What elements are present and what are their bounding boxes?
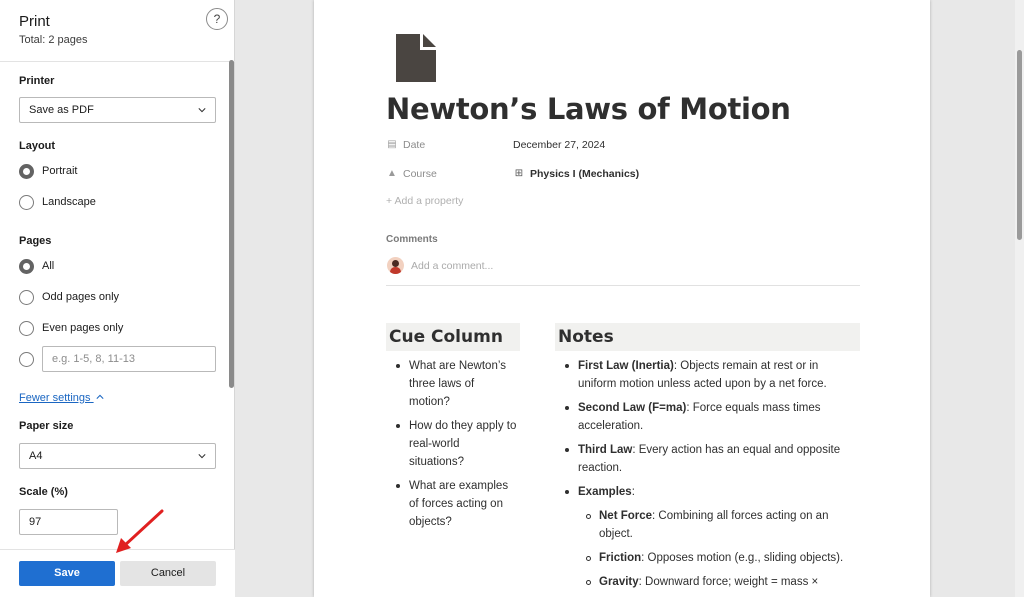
list-item: Third Law: Every action has an equal and opposite reaction. — [556, 441, 856, 477]
add-comment-placeholder: Add a comment... — [411, 260, 494, 272]
radio-landscape[interactable] — [19, 195, 34, 210]
radio-odd-pages[interactable] — [19, 290, 34, 305]
printer-select[interactable] — [19, 97, 216, 123]
radio-all-pages[interactable] — [19, 259, 34, 274]
comments-label: Comments — [386, 234, 438, 245]
sub-list-item: Gravity: Downward force; weight = mass × — [556, 573, 856, 591]
all-pages-label: All — [42, 260, 55, 272]
cue-column-heading: Cue Column — [386, 323, 520, 351]
layout-label: Layout — [19, 140, 56, 152]
sub-list-item: Net Force: Combining all forces acting on an object. — [556, 507, 856, 543]
graduation-cap-icon: ▲ — [387, 168, 397, 179]
date-property — [386, 137, 605, 153]
print-title: Print — [19, 13, 50, 30]
radio-portrait[interactable] — [19, 164, 34, 179]
add-property — [386, 195, 463, 207]
course-property-name: Course — [403, 168, 437, 180]
radio-even-pages[interactable] — [19, 321, 34, 336]
chevron-down-icon — [198, 452, 206, 460]
chevron-up-icon — [96, 393, 104, 401]
layout-landscape-option[interactable] — [19, 193, 96, 211]
list-item: First Law (Inertia): Objects remain at rest or in uniform motion unless acted upon by a net force. — [556, 357, 856, 393]
page-title: Newton’s Laws of Motion — [386, 92, 791, 126]
divider — [386, 285, 860, 286]
fewer-settings-link[interactable] — [19, 392, 104, 404]
paper-size-value: A4 — [29, 450, 43, 462]
pages-all-option[interactable] — [19, 257, 54, 275]
printer-select-value: Save as PDF — [29, 104, 94, 116]
course-property-value: Physics I (Mechanics) — [530, 168, 640, 180]
print-panel-footer — [0, 549, 235, 597]
layout-portrait-option[interactable] — [19, 162, 77, 180]
scale-label: Scale (%) — [19, 486, 68, 498]
custom-pages-input[interactable] — [42, 346, 216, 372]
settings-scroll-area — [0, 62, 235, 549]
calendar-icon: ▤ — [387, 139, 397, 150]
scale-input[interactable] — [19, 509, 118, 535]
chevron-down-icon — [198, 106, 206, 114]
list-item: Second Law (F=ma): Force equals mass times acceleration. — [556, 399, 856, 435]
landscape-label: Landscape — [42, 196, 96, 208]
even-pages-label: Even pages only — [42, 322, 124, 334]
help-button[interactable]: ? — [206, 8, 228, 30]
document-icon — [396, 34, 436, 82]
red-arrow-annotation — [110, 506, 170, 556]
printer-label: Printer — [19, 75, 55, 87]
paper-size-label: Paper size — [19, 420, 74, 432]
add-property-label: Add a property — [394, 195, 464, 207]
save-button[interactable]: Save — [19, 561, 115, 586]
relation-icon: ⊞ — [514, 168, 524, 179]
list-item: What are examples of forces acting on objects? — [387, 477, 517, 531]
notes-heading: Notes — [555, 323, 860, 351]
cancel-button[interactable]: Cancel — [120, 561, 216, 586]
print-panel-header — [0, 0, 235, 62]
pages-odd-option[interactable] — [19, 288, 119, 306]
avatar — [387, 257, 404, 274]
pages-custom-option[interactable] — [19, 350, 34, 368]
list-item: Examples: — [556, 483, 856, 501]
list-item: What are Newton’s three laws of motion? — [387, 357, 517, 411]
total-pages: Total: 2 pages — [19, 34, 88, 46]
date-property-value: December 27, 2024 — [513, 139, 606, 151]
list-item: How do they apply to real-world situations? — [387, 417, 517, 471]
date-property-name: Date — [403, 139, 426, 151]
settings-scrollbar[interactable] — [229, 60, 234, 388]
preview-scrollbar-thumb[interactable] — [1017, 50, 1022, 240]
fewer-settings-label: Fewer settings — [19, 392, 91, 404]
course-property — [386, 166, 639, 182]
portrait-label: Portrait — [42, 165, 78, 177]
odd-pages-label: Odd pages only — [42, 291, 120, 303]
plus-icon: + — [386, 195, 395, 207]
pages-even-option[interactable] — [19, 319, 123, 337]
notes-list — [556, 357, 856, 597]
sub-list-item: Friction: Opposes motion (e.g., sliding objects). — [556, 549, 856, 567]
paper-size-select[interactable] — [19, 443, 216, 469]
radio-custom-pages[interactable] — [19, 352, 34, 367]
pages-label: Pages — [19, 235, 52, 247]
cue-column-list — [387, 357, 517, 537]
